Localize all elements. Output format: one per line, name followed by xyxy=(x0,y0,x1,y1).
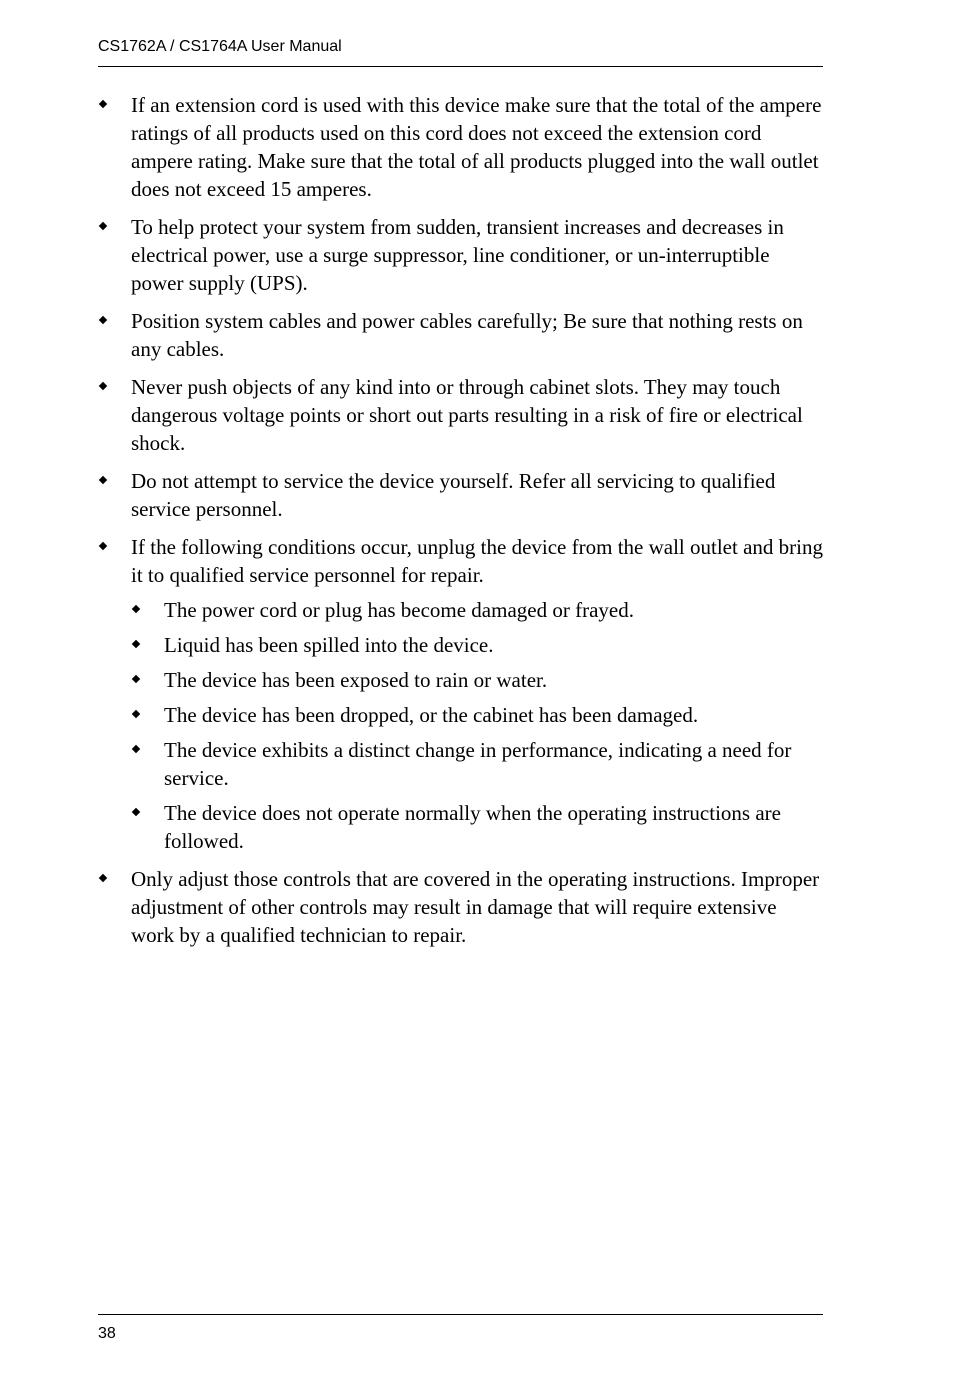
sub-list-item-text: The device has been dropped, or the cabinet has been damaged. xyxy=(164,703,699,727)
list-item xyxy=(98,91,823,203)
list-item-text: If the following conditions occur, unplug the device from the wall outlet and bring it to qualified service personnel for repair. xyxy=(131,535,823,587)
list-item xyxy=(98,467,823,523)
sub-list-item xyxy=(131,596,823,624)
diamond-bullet-icon xyxy=(99,874,107,882)
sub-list-item xyxy=(131,631,823,659)
diamond-bullet-icon xyxy=(99,382,107,390)
diamond-bullet-icon xyxy=(132,605,140,613)
diamond-bullet-icon xyxy=(132,710,140,718)
diamond-bullet-icon xyxy=(99,222,107,230)
diamond-bullet-icon xyxy=(132,808,140,816)
page-header xyxy=(98,37,823,67)
page-footer xyxy=(98,1314,823,1342)
sub-list-item xyxy=(131,736,823,792)
list-item-text: To help protect your system from sudden, transient increases and decreases in electrical power, use a surge suppressor, line conditioner, or un-interruptible power supply (UPS). xyxy=(131,215,784,295)
list-item xyxy=(98,373,823,457)
list-item-text: Position system cables and power cables carefully; Be sure that nothing rests on any cables. xyxy=(131,309,803,361)
diamond-bullet-icon xyxy=(132,675,140,683)
safety-list xyxy=(98,91,823,949)
sub-list-item-text: The power cord or plug has become damaged or frayed. xyxy=(164,598,634,622)
sub-list-item-text: The device exhibits a distinct change in performance, indicating a need for service. xyxy=(164,738,792,790)
list-item-text: Do not attempt to service the device yourself. Refer all servicing to qualified service personnel. xyxy=(131,469,776,521)
sub-list-item xyxy=(131,701,823,729)
diamond-bullet-icon xyxy=(99,100,107,108)
list-item-text: If an extension cord is used with this device make sure that the total of the ampere ratings of all products used on this cord does not exceed the extension cord ampere rating. Make sure that the total of all products plugged into the wall outlet does not exceed 15 amperes. xyxy=(131,93,822,201)
diamond-bullet-icon xyxy=(99,316,107,324)
diamond-bullet-icon xyxy=(99,542,107,550)
diamond-bullet-icon xyxy=(99,476,107,484)
list-item xyxy=(98,865,823,949)
list-item xyxy=(98,307,823,363)
page-number: 38 xyxy=(98,1325,116,1342)
diamond-bullet-icon xyxy=(132,745,140,753)
sub-list-item-text: The device does not operate normally when the operating instructions are followed. xyxy=(164,801,781,853)
list-item-text: Never push objects of any kind into or through cabinet slots. They may touch dangerous voltage points or short out parts resulting in a risk of fire or electrical shock. xyxy=(131,375,803,455)
list-item xyxy=(98,533,823,855)
main-content xyxy=(98,91,823,959)
sub-list-item xyxy=(131,666,823,694)
manual-title: CS1762A / CS1764A User Manual xyxy=(98,38,342,55)
sub-list-item-text: Liquid has been spilled into the device. xyxy=(164,633,494,657)
conditions-sublist xyxy=(131,596,823,855)
list-item-text: Only adjust those controls that are covered in the operating instructions. Improper adjustment of other controls may result in damage that will require extensive work by a qualified technician to repair. xyxy=(131,867,820,947)
list-item xyxy=(98,213,823,297)
sub-list-item xyxy=(131,799,823,855)
sub-list-item-text: The device has been exposed to rain or water. xyxy=(164,668,548,692)
diamond-bullet-icon xyxy=(132,640,140,648)
